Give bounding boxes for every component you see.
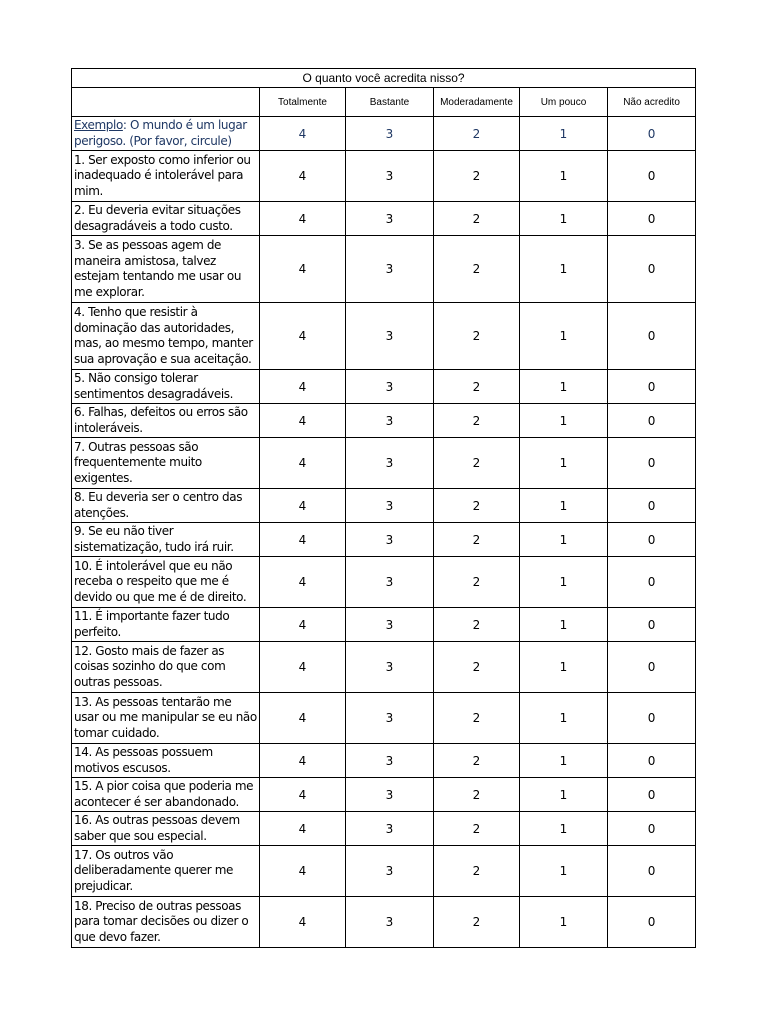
statement-text: 2. Eu deveria evitar situações desagradáveis a todo custo. xyxy=(72,202,260,236)
statement-text: 14. As pessoas possuem motivos escusos. xyxy=(72,744,260,778)
rating-option-0[interactable]: 0 xyxy=(608,812,696,846)
rating-option-4[interactable]: 4 xyxy=(260,812,346,846)
rating-option-4[interactable]: 4 xyxy=(260,489,346,523)
statement-text: 7. Outras pessoas são frequentemente muito exigentes. xyxy=(72,438,260,489)
rating-option-2[interactable]: 2 xyxy=(434,812,520,846)
statement-row xyxy=(72,693,696,744)
rating-option-0[interactable]: 0 xyxy=(608,303,696,370)
rating-option-2[interactable]: 2 xyxy=(434,370,520,404)
example-value-4[interactable]: 4 xyxy=(260,117,346,151)
statement-text: 15. A pior coisa que poderia me acontecer é ser abandonado. xyxy=(72,778,260,812)
statement-row xyxy=(72,608,696,642)
rating-option-3[interactable]: 3 xyxy=(346,778,434,812)
rating-option-0[interactable]: 0 xyxy=(608,693,696,744)
rating-option-1[interactable]: 1 xyxy=(520,778,608,812)
rating-option-3[interactable]: 3 xyxy=(346,523,434,557)
rating-option-4[interactable]: 4 xyxy=(260,438,346,489)
statement-row xyxy=(72,489,696,523)
rating-option-2[interactable]: 2 xyxy=(434,523,520,557)
rating-option-4[interactable]: 4 xyxy=(260,236,346,303)
rating-option-1[interactable]: 1 xyxy=(520,693,608,744)
rating-option-0[interactable]: 0 xyxy=(608,608,696,642)
rating-option-0[interactable]: 0 xyxy=(608,523,696,557)
rating-option-2[interactable]: 2 xyxy=(434,642,520,693)
rating-option-3[interactable]: 3 xyxy=(346,897,434,948)
example-value-3[interactable]: 3 xyxy=(346,117,434,151)
rating-option-4[interactable]: 4 xyxy=(260,897,346,948)
column-header-um-pouco: Um pouco xyxy=(520,88,608,117)
rating-option-3[interactable]: 3 xyxy=(346,608,434,642)
statement-row xyxy=(72,557,696,608)
rating-option-4[interactable]: 4 xyxy=(260,608,346,642)
statement-row xyxy=(72,812,696,846)
rating-option-4[interactable]: 4 xyxy=(260,523,346,557)
statement-text: 9. Se eu não tiver sistematização, tudo irá ruir. xyxy=(72,523,260,557)
rating-option-3[interactable]: 3 xyxy=(346,151,434,202)
statement-row xyxy=(72,523,696,557)
rating-option-1[interactable]: 1 xyxy=(520,370,608,404)
statement-row xyxy=(72,642,696,693)
statement-row xyxy=(72,897,696,948)
rating-option-0[interactable]: 0 xyxy=(608,744,696,778)
rating-option-1[interactable]: 1 xyxy=(520,404,608,438)
rating-option-4[interactable]: 4 xyxy=(260,202,346,236)
statement-row xyxy=(72,404,696,438)
statement-row xyxy=(72,744,696,778)
rating-option-1[interactable]: 1 xyxy=(520,744,608,778)
example-text: : O mundo é um lugar perigoso. (Por favor, circule) xyxy=(74,118,247,148)
rating-option-1[interactable]: 1 xyxy=(520,897,608,948)
rating-option-0[interactable]: 0 xyxy=(608,438,696,489)
statement-text: 5. Não consigo tolerar sentimentos desagradáveis. xyxy=(72,370,260,404)
rating-option-0[interactable]: 0 xyxy=(608,202,696,236)
example-value-1[interactable]: 1 xyxy=(520,117,608,151)
rating-option-2[interactable]: 2 xyxy=(434,404,520,438)
rating-option-2[interactable]: 2 xyxy=(434,557,520,608)
rating-option-2[interactable]: 2 xyxy=(434,438,520,489)
rating-option-3[interactable]: 3 xyxy=(346,557,434,608)
rating-option-4[interactable]: 4 xyxy=(260,557,346,608)
statement-text: 12. Gosto mais de fazer as coisas sozinho do que com outras pessoas. xyxy=(72,642,260,693)
rating-option-2[interactable]: 2 xyxy=(434,303,520,370)
rating-option-4[interactable]: 4 xyxy=(260,370,346,404)
rating-option-4[interactable]: 4 xyxy=(260,642,346,693)
rating-option-0[interactable]: 0 xyxy=(608,370,696,404)
statement-row xyxy=(72,846,696,897)
example-value-2[interactable]: 2 xyxy=(434,117,520,151)
rating-option-1[interactable]: 1 xyxy=(520,812,608,846)
rating-option-4[interactable]: 4 xyxy=(260,404,346,438)
example-row xyxy=(72,117,696,151)
rating-option-0[interactable]: 0 xyxy=(608,236,696,303)
rating-option-3[interactable]: 3 xyxy=(346,438,434,489)
rating-option-0[interactable]: 0 xyxy=(608,404,696,438)
statement-row xyxy=(72,202,696,236)
rating-option-4[interactable]: 4 xyxy=(260,303,346,370)
column-header-empty xyxy=(72,88,260,117)
statement-row xyxy=(72,370,696,404)
column-header-totalmente: Totalmente xyxy=(260,88,346,117)
rating-option-4[interactable]: 4 xyxy=(260,846,346,897)
statement-text: 10. É intolerável que eu não receba o respeito que me é devido ou que me é de direito. xyxy=(72,557,260,608)
statement-row xyxy=(72,438,696,489)
statement-text: 4. Tenho que resistir à dominação das autoridades, mas, ao mesmo tempo, manter sua aprovação e sua aceitação. xyxy=(72,303,260,370)
rating-option-4[interactable]: 4 xyxy=(260,151,346,202)
rating-option-3[interactable]: 3 xyxy=(346,370,434,404)
rating-option-2[interactable]: 2 xyxy=(434,693,520,744)
rating-option-1[interactable]: 1 xyxy=(520,523,608,557)
rating-option-1[interactable]: 1 xyxy=(520,236,608,303)
statement-row xyxy=(72,151,696,202)
rating-option-1[interactable]: 1 xyxy=(520,151,608,202)
rating-option-4[interactable]: 4 xyxy=(260,778,346,812)
statement-text: 8. Eu deveria ser o centro das atenções. xyxy=(72,489,260,523)
rating-option-0[interactable]: 0 xyxy=(608,489,696,523)
rating-option-1[interactable]: 1 xyxy=(520,846,608,897)
rating-option-4[interactable]: 4 xyxy=(260,744,346,778)
rating-option-1[interactable]: 1 xyxy=(520,557,608,608)
statement-text: 3. Se as pessoas agem de maneira amistosa, talvez estejam tentando me usar ou me explorar. xyxy=(72,236,260,303)
rating-option-1[interactable]: 1 xyxy=(520,202,608,236)
rating-option-3[interactable]: 3 xyxy=(346,236,434,303)
rating-option-1[interactable]: 1 xyxy=(520,438,608,489)
rating-option-2[interactable]: 2 xyxy=(434,151,520,202)
statement-text: 11. É importante fazer tudo perfeito. xyxy=(72,608,260,642)
rating-option-3[interactable]: 3 xyxy=(346,642,434,693)
rating-option-2[interactable]: 2 xyxy=(434,608,520,642)
rating-option-0[interactable]: 0 xyxy=(608,151,696,202)
table-title: O quanto você acredita nisso? xyxy=(72,69,696,88)
belief-rating-table xyxy=(71,68,696,948)
rating-option-3[interactable]: 3 xyxy=(346,404,434,438)
column-header-bastante: Bastante xyxy=(346,88,434,117)
rating-option-1[interactable]: 1 xyxy=(520,642,608,693)
rating-option-2[interactable]: 2 xyxy=(434,897,520,948)
rating-option-3[interactable]: 3 xyxy=(346,489,434,523)
rating-option-3[interactable]: 3 xyxy=(346,693,434,744)
rating-option-3[interactable]: 3 xyxy=(346,812,434,846)
column-header-moderadamente: Moderadamente xyxy=(434,88,520,117)
statement-text: 1. Ser exposto como inferior ou inadequado é intolerável para mim. xyxy=(72,151,260,202)
statement-text: 6. Falhas, defeitos ou erros são intoleráveis. xyxy=(72,404,260,438)
rating-option-2[interactable]: 2 xyxy=(434,489,520,523)
statement-text: 17. Os outros vão deliberadamente querer me prejudicar. xyxy=(72,846,260,897)
rating-option-1[interactable]: 1 xyxy=(520,608,608,642)
rating-option-2[interactable]: 2 xyxy=(434,744,520,778)
example-statement xyxy=(72,117,260,151)
rating-option-0[interactable]: 0 xyxy=(608,778,696,812)
rating-option-1[interactable]: 1 xyxy=(520,303,608,370)
rating-option-2[interactable]: 2 xyxy=(434,846,520,897)
column-header-nao-acredito: Não acredito xyxy=(608,88,696,117)
rating-option-0[interactable]: 0 xyxy=(608,846,696,897)
rating-option-3[interactable]: 3 xyxy=(346,846,434,897)
rating-option-3[interactable]: 3 xyxy=(346,744,434,778)
rating-option-0[interactable]: 0 xyxy=(608,642,696,693)
rating-option-0[interactable]: 0 xyxy=(608,557,696,608)
example-label: Exemplo xyxy=(74,118,123,132)
rating-option-3[interactable]: 3 xyxy=(346,202,434,236)
rating-option-2[interactable]: 2 xyxy=(434,778,520,812)
example-value-0[interactable]: 0 xyxy=(608,117,696,151)
statement-text: 18. Preciso de outras pessoas para tomar decisões ou dizer o que devo fazer. xyxy=(72,897,260,948)
column-header-row xyxy=(72,88,696,117)
statement-text: 13. As pessoas tentarão me usar ou me manipular se eu não tomar cuidado. xyxy=(72,693,260,744)
rating-option-2[interactable]: 2 xyxy=(434,236,520,303)
rating-option-3[interactable]: 3 xyxy=(346,303,434,370)
rating-option-2[interactable]: 2 xyxy=(434,202,520,236)
statement-row xyxy=(72,236,696,303)
rating-option-4[interactable]: 4 xyxy=(260,693,346,744)
rating-option-1[interactable]: 1 xyxy=(520,489,608,523)
statement-row xyxy=(72,303,696,370)
statement-text: 16. As outras pessoas devem saber que sou especial. xyxy=(72,812,260,846)
statement-row xyxy=(72,778,696,812)
rating-option-0[interactable]: 0 xyxy=(608,897,696,948)
